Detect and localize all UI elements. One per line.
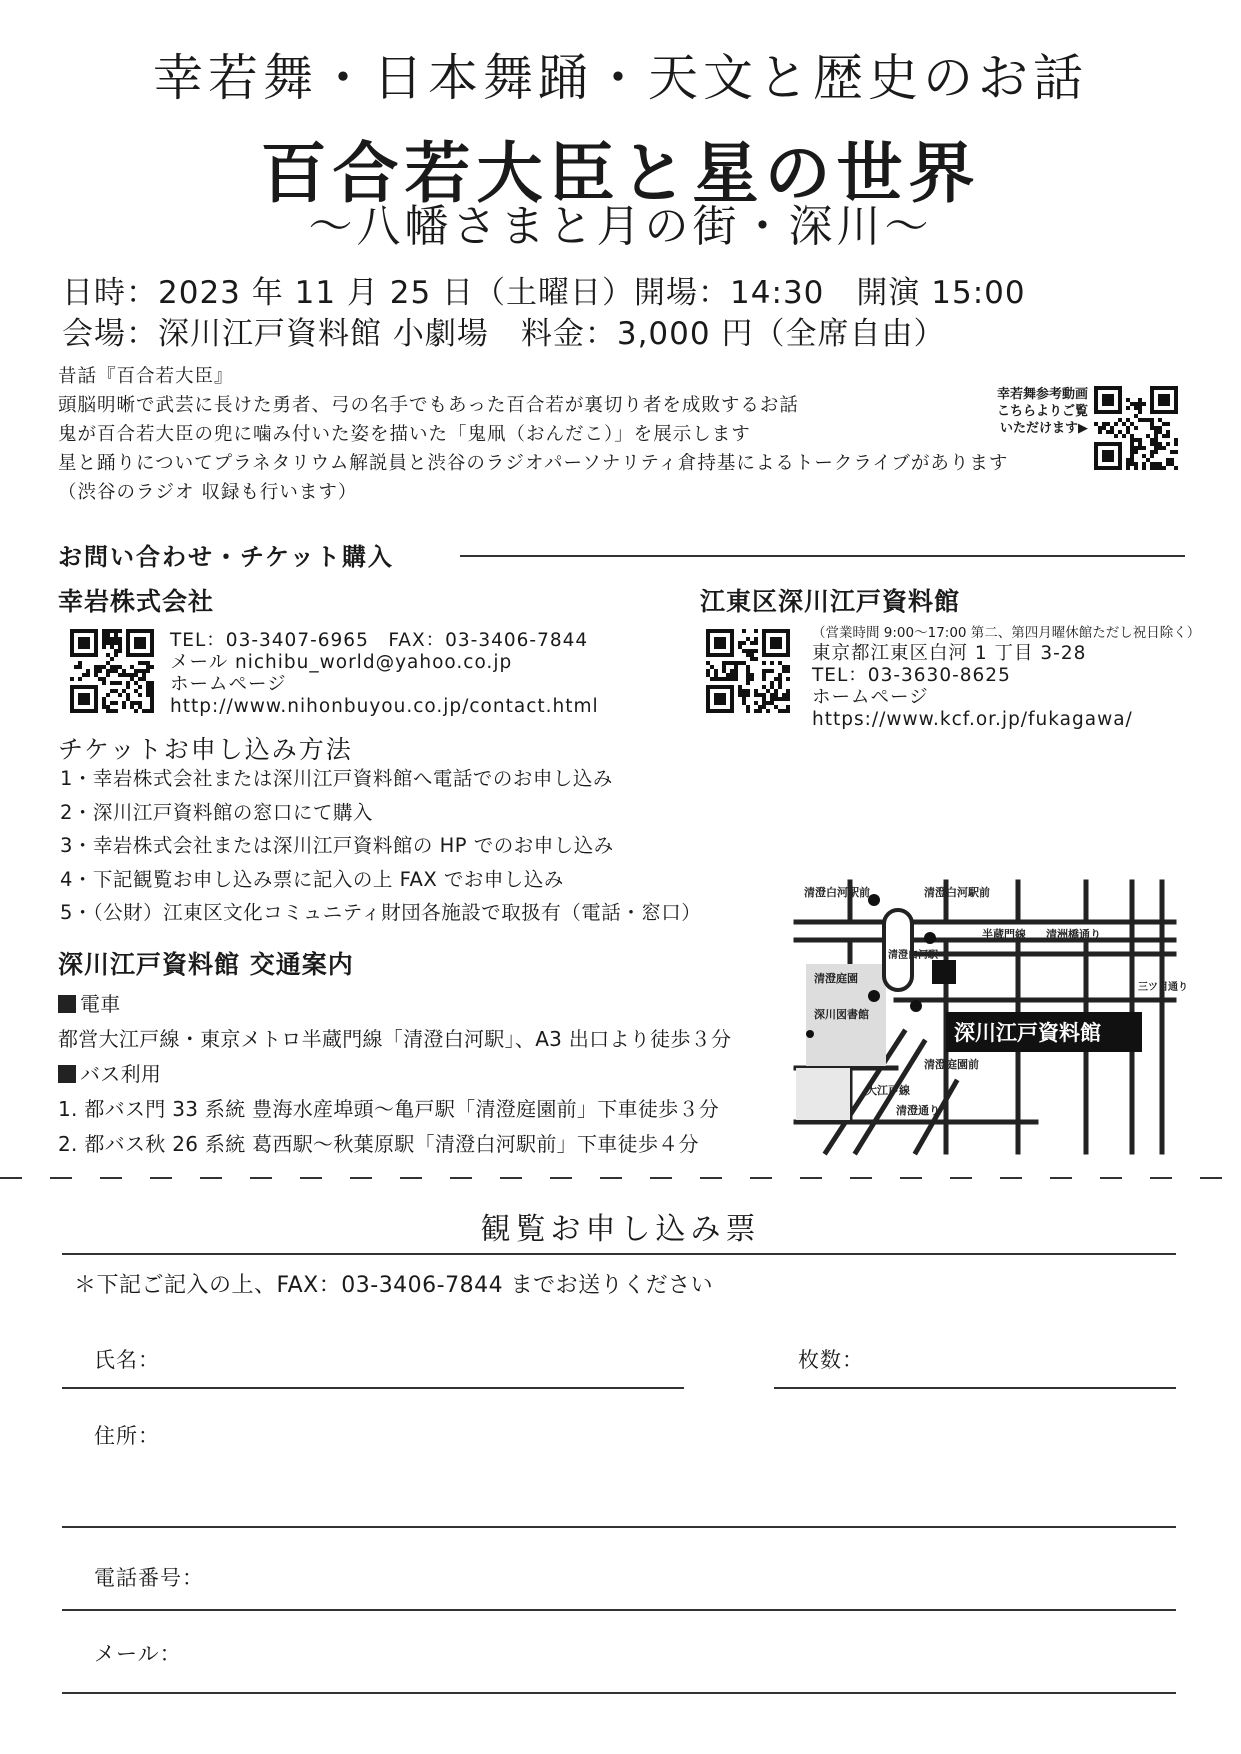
org1-mail[interactable]: メール nichibu_world@yahoo.co.jp <box>170 652 513 673</box>
phone-label: 電話番号： <box>94 1566 204 1590</box>
org2-tel: TEL：03-3630-8625 <box>812 665 1011 686</box>
mail-field[interactable] <box>62 1692 1176 1694</box>
org2-details <box>812 643 1133 731</box>
access-heading: 深川江戸資料館 交通案内 <box>58 950 354 979</box>
contact-heading: お問い合わせ・チケット購入 <box>58 543 394 571</box>
form-note: ＊下記ご記入の上、FAX：03-3406-7844 までお送りください <box>74 1273 714 1298</box>
qr-code-org1[interactable] <box>70 629 154 713</box>
org1-name: 幸岩株式会社 <box>58 587 215 616</box>
bus-label: バス利用 <box>80 1062 162 1086</box>
intro-line: 頭脳明晰で武芸に長けた勇者、弓の名手でもあった百合若が裏切り者を成敗するお話 <box>58 395 799 416</box>
ticket-method-heading: チケットお申し込み方法 <box>58 735 353 764</box>
map-label-station-front-1: 清澄白河駅前 <box>804 886 870 899</box>
train-info: 都営大江戸線・東京メトロ半蔵門線「清澄白河駅」、A3 出口より徒歩３分 <box>58 1027 732 1051</box>
divider <box>460 555 1185 557</box>
map-label-station-front-2: 清澄白河駅前 <box>924 886 990 899</box>
bus-info-1: 1. 都バス門 33 系統 豊海水産埠頭〜亀戸駅「清澄庭園前」下車徒歩３分 <box>58 1097 720 1121</box>
mail-label: メール： <box>94 1642 182 1666</box>
name-label: 氏名： <box>94 1348 160 1372</box>
intro-text <box>58 362 1008 507</box>
museum-marker <box>932 960 956 984</box>
map-label-garden: 清澄庭園 <box>814 972 858 985</box>
intro-line: 昔話『百合若大臣』 <box>58 366 234 387</box>
list-item: 2・深川江戸資料館の窓口にて購入 <box>60 800 373 824</box>
address-label: 住所： <box>94 1424 160 1448</box>
divider <box>62 1253 1176 1255</box>
form-title: 観覧お申し込み票 <box>480 1212 761 1247</box>
map-label-mitsume: 三ツ目通り <box>1138 982 1188 993</box>
access-map <box>796 882 1188 1152</box>
qr-video-note: 幸若舞参考動画 こちらよりご覧 いただけます▶ <box>996 387 1088 436</box>
org2-url[interactable]: https://www.kcf.or.jp/fukagawa/ <box>812 709 1133 730</box>
list-item: 1・幸岩株式会社または深川江戸資料館へ電話でのお申し込み <box>60 767 613 790</box>
square-bullet-icon <box>58 1065 76 1083</box>
map-label-library: 深川図書館 <box>814 1008 869 1021</box>
org1-tel-fax: TEL：03-3407-6965 FAX：03-3406-7844 <box>170 630 589 651</box>
map-label-hanzomon: 半蔵門線 <box>982 928 1026 941</box>
map-label-garden-front: 清澄庭園前 <box>924 1058 979 1071</box>
org1-url[interactable]: http://www.nihonbuyou.co.jp/contact.html <box>170 696 599 717</box>
list-item: 4・下記観覧お申し込み票に記入の上 FAX でお申し込み <box>60 867 564 891</box>
address-field[interactable] <box>62 1526 1176 1528</box>
square-bullet-icon <box>58 995 76 1013</box>
org2-name: 江東区深川江戸資料館 <box>700 587 961 616</box>
intro-line: 星と踊りについてプラネタリウム解説員と渋谷のラジオパーソナリティ倉持基によるトークライブがあります <box>58 453 1009 474</box>
event-subtitle: 幸若舞・日本舞踊・天文と歴史のお話 <box>153 49 1088 107</box>
intro-line: 鬼が百合若大臣の兜に噛み付いた姿を描いた「鬼凧（おんだこ）」を展示します <box>58 424 751 445</box>
org2-hours: （営業時間 9:00〜17:00 第二、第四月曜休館ただし祝日除く） <box>812 625 1201 641</box>
map-label-station: 清澄白河駅 <box>888 950 938 961</box>
count-field[interactable] <box>774 1387 1176 1389</box>
event-title: 百合若大臣と星の世界 <box>260 134 981 212</box>
qr-code-org2[interactable] <box>706 629 790 713</box>
train-label: 電車 <box>80 992 121 1016</box>
access-info <box>58 987 731 1162</box>
name-field[interactable] <box>62 1387 684 1389</box>
org2-hp-label: ホームページ <box>812 687 929 708</box>
list-item: 5・（公財）江東区文化コミュニティ財団各施設で取扱有（電話・窓口） <box>60 901 702 924</box>
count-label: 枚数： <box>798 1348 864 1372</box>
list-item: 3・幸岩株式会社または深川江戸資料館の HP でのお申し込み <box>60 834 614 857</box>
event-title-sub: 〜八幡さまと月の街・深川〜 <box>308 201 933 252</box>
cut-line <box>0 1177 1241 1179</box>
org1-details <box>170 630 599 718</box>
map-label-kiyosu: 清洲橋通り <box>1046 928 1101 941</box>
map-label-kiyosumi-dori: 清澄通り <box>896 1104 940 1117</box>
map-label-oedo: 大江戸線 <box>866 1084 910 1097</box>
phone-field[interactable] <box>62 1609 1176 1611</box>
bus-info-2: 2. 都バス秋 26 系統 葛西駅〜秋葉原駅「清澄白河駅前」下車徒歩４分 <box>58 1132 699 1156</box>
event-venue: 会場：深川江戸資料館 小劇場 料金：3,000 円（全席自由） <box>62 316 946 352</box>
qr-code-video[interactable] <box>1094 386 1178 470</box>
intro-line: （渋谷のラジオ 収録も行います） <box>58 482 358 503</box>
ticket-method-list <box>60 762 701 930</box>
org1-hp-label: ホームページ <box>170 674 287 695</box>
org2-address: 東京都江東区白河 1 丁目 3-28 <box>812 643 1087 664</box>
event-datetime: 日時：2023 年 11 月 25 日（土曜日）開場：14:30 開演 15:00 <box>62 275 1026 311</box>
map-label-museum: 深川江戸資料館 <box>954 1020 1101 1045</box>
